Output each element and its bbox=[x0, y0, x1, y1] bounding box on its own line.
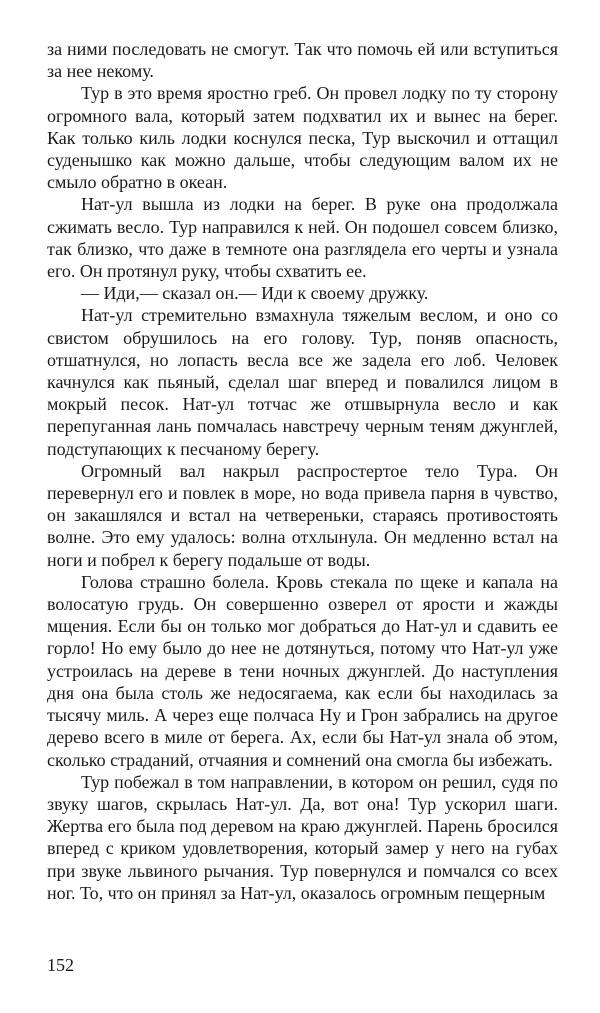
page-number: 152 bbox=[47, 955, 74, 975]
paragraph: Голова страшно болела. Кровь стекала по щеке и капала на волосатую грудь. Он совершенно озверел от ярости и жажды мщения. Если бы он только мог добраться до Нат-ул и сдавить ее горло! Но ему было до нее не дотянуться, потому что Нат-ул уже устроилась на дереве в тени ночных джунглей. До наступления дня она была столь же недосягаема, как если бы находилась за тысячу миль. А через еще полчаса Ну и Грон забрались на другое дерево всего в миле от берега. Ах, если бы Нат-ул знала об этом, сколько страданий, отчаяния и сомнений она смогла бы избежать. bbox=[47, 571, 558, 770]
paragraph: Огромный вал накрыл распростертое тело Тура. Он перевернул его и повлек в море, но вода привела парня в чувство, он закашлялся и встал на четвереньки, стараясь противостоять волне. Это ему удалось: волна отхлынула. Он медленно встал на ноги и побрел к берегу подальше от воды. bbox=[47, 460, 558, 570]
paragraph: Тур в это время яростно греб. Он провел лодку по ту сторону огромного вала, который затем подхватил их и вынес на берег. Как только киль лодки коснулся песка, Тур выскочил и оттащил суденышко как можно дальше, чтобы следующим валом их не смыло обратно в океан. bbox=[47, 83, 558, 193]
paragraph-continuation: за ними последовать не смогут. Так что помочь ей или вступиться за нее некому. bbox=[47, 39, 558, 82]
paragraph-dialogue: — Иди,— сказал он.— Иди к своему дружку. bbox=[81, 283, 429, 304]
paragraph: Тур побежал в том направлении, в котором он решил, судя по звуку шагов, скрылась Нат-ул. Да, вот она! Тур ускорил шаги. Жертва его была под деревом на краю джунглей. Парень бросился вперед с криком удовлетворения, который замер у него на губах при звуке львиного рычания. Тур повернулся и помчался со всех ног. То, что он принял за Нат-ул, оказалось огромным пещерным bbox=[47, 771, 558, 903]
page-body-text bbox=[47, 38, 558, 904]
paragraph: Нат-ул стремительно взмахнула тяжелым веслом, и оно со свистом обрушилось на его голову. Тур, поняв опасность, отшатнулся, но лопасть весла все же задела его лоб. Человек качнулся как пьяный, сделал шаг вперед и повалился лицом в мокрый песок. Нат-ул тотчас же отшвырнула весло и как перепуганная лань помчалась навстречу черным теням джунглей, подступающих к песчаному берегу. bbox=[47, 305, 558, 459]
paragraph: Нат-ул вышла из лодки на берег. В руке она продолжала сжимать весло. Тур направился к ней. Он подошел совсем близко, так близко, что даже в темноте она разглядела его черты и узнала его. Он протянул руку, чтобы схватить ее. bbox=[47, 194, 558, 282]
